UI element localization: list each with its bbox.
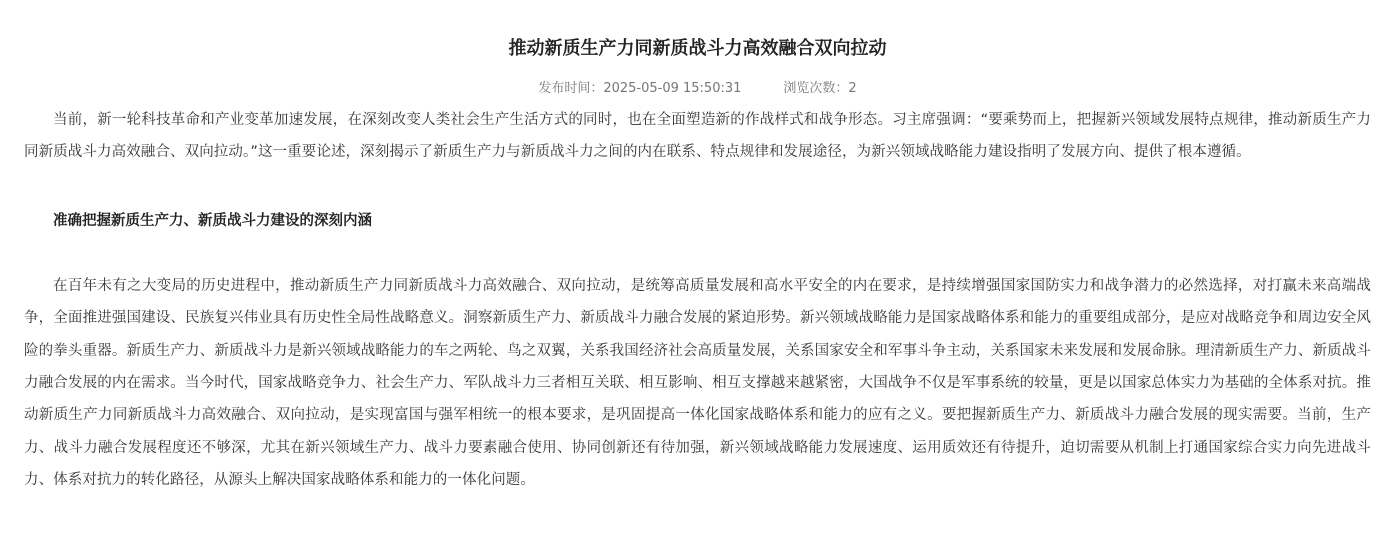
article-title: 推动新质生产力同新质战斗力高效融合双向拉动	[508, 38, 887, 59]
view-count: 浏览次数：2	[783, 81, 857, 96]
publish-time: 发布时间：2025-05-09 15:50:31	[538, 81, 742, 96]
intro-paragraph: 当前，新一轮科技革命和产业变革加速发展，在深刻改变人类社会生产生活方式的同时，也在全面塑造新的作战样式和战争形态。习主席强调：“要乘势而上，把握新兴领域发展特点规律，推动新质生产力同新质战斗力高效融合、双向拉动。”这一重要论述，深刻揭示了新质生产力与新质战斗力之间的内在联系、特点规律和发展途径，为新兴领域战略能力建设指明了发展方向、提供了根本遵循。	[24, 112, 1371, 161]
body-paragraph: 在百年未有之大变局的历史进程中，推动新质生产力同新质战斗力高效融合、双向拉动，是统筹高质量发展和高水平安全的内在要求，是持续增强国家国防实力和战争潜力的必然选择，对打赢未来高端战争，全面推进强国建设、民族复兴伟业具有历史性全局性战略意义。洞察新质生产力、新质战斗力融合发展的紧迫形势。新兴领域战略能力是国家战略体系和能力的重要组成部分，是应对战略竞争和周边安全风险的拳头重器。新质生产力、新质战斗力是新兴领域战略能力的车之两轮、鸟之双翼，关系我国经济社会高质量发展，关系国家安全和军事斗争主动，关系国家未来发展和发展命脉。理清新质生产力、新质战斗力融合发展的内在需求。当今时代，国家战略竞争力、社会生产力、军队战斗力三者相互关联、相互影响、相互支撑越来越紧密，大国战争不仅是军事系统的较量，更是以国家总体实力为基础的全体系对抗。推动新质生产力同新质战斗力高效融合、双向拉动，是实现富国与强军相统一的根本要求，是巩固提高一体化国家战略体系和能力的应有之义。要把握新质生产力、新质战斗力融合发展的现实需要。当前，生产力、战斗力融合发展程度还不够深，尤其在新兴领域生产力、战斗力要素融合使用、协同创新还有待加强，新兴领域战略能力发展速度、运用质效还有待提升，迫切需要从机制上打通国家综合实力向先进战斗力、体系对抗力的转化路径，从源头上解决国家战略体系和能力的一体化问题。	[24, 277, 1371, 489]
article-meta	[24, 78, 1371, 100]
section-heading: 准确把握新质生产力、新质战斗力建设的深刻内涵	[53, 212, 372, 229]
